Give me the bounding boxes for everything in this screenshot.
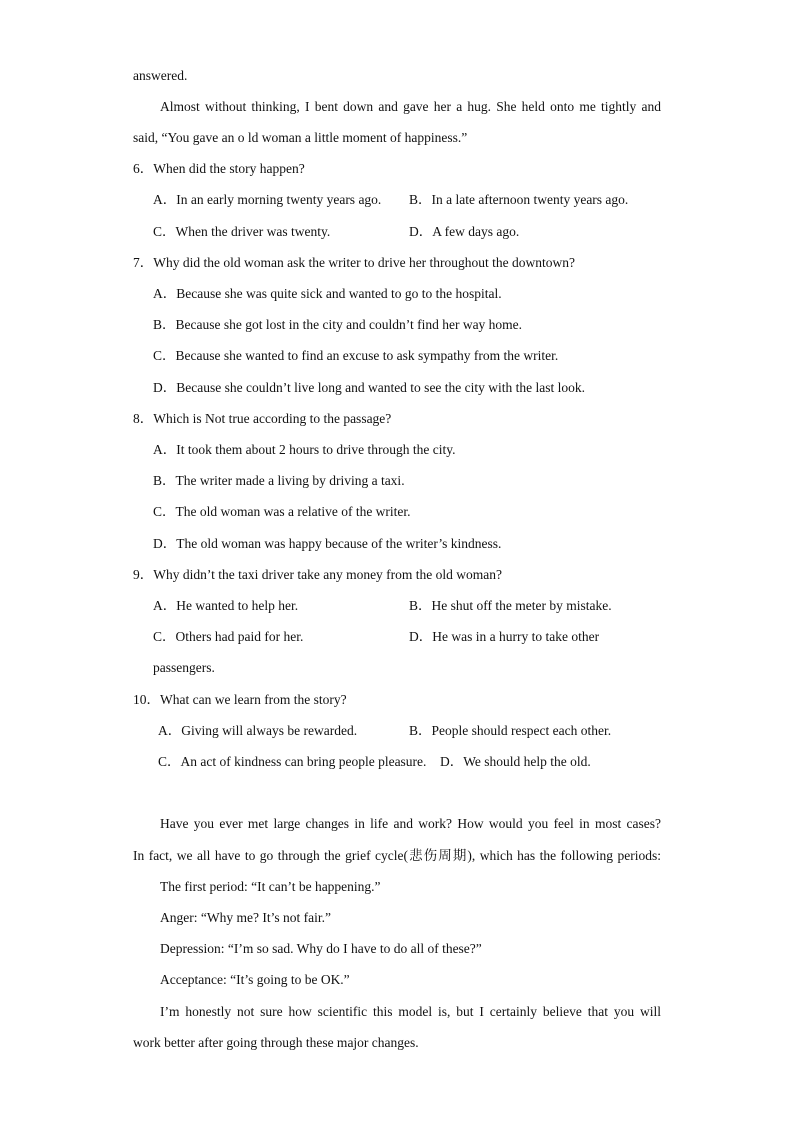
option-a: A．In an early morning twenty years ago. xyxy=(153,192,382,207)
option-a: A．It took them about 2 hours to drive through the city. xyxy=(153,442,456,457)
option-a: A．He wanted to help her. xyxy=(153,598,299,613)
option-b: B．Because she got lost in the city and couldn’t find her way home. xyxy=(153,317,523,332)
period-item: The first period: “It can’t be happening.” xyxy=(160,879,381,894)
passage-text-line: answered. xyxy=(133,68,188,83)
option-d: D．We should help the old. xyxy=(440,754,591,769)
passage-text-line: Almost without thinking, I bent down and gave her a hug. She held onto me tightly and xyxy=(160,99,661,114)
option-d: D．He was in a hurry to take other xyxy=(409,629,600,644)
option-d: D．The old woman was happy because of the writer’s kindness. xyxy=(153,536,502,551)
period-item: Depression: “I’m so sad. Why do I have to do all of these?” xyxy=(160,941,482,956)
passage-text-line: said, “You gave an o ld woman a little moment of happiness.” xyxy=(133,130,468,145)
option-a: A．Giving will always be rewarded. xyxy=(158,723,358,738)
option-c: C．Because she wanted to find an excuse to ask sympathy from the writer. xyxy=(153,348,559,363)
option-d: D．A few days ago. xyxy=(409,224,520,239)
passage-text-line: work better after going through these major changes. xyxy=(133,1035,419,1050)
question-stem: 10．What can we learn from the story? xyxy=(133,692,347,707)
passage-text-line: Have you ever met large changes in life and work? How would you feel in most cases? xyxy=(160,816,661,831)
option-b: B．The writer made a living by driving a taxi. xyxy=(153,473,405,488)
question-stem: 6．When did the story happen? xyxy=(133,161,305,176)
passage-text-line: In fact, we all have to go through the grief cycle(悲伤周期), which has the following periods: xyxy=(133,848,661,863)
option-d: D．Because she couldn’t live long and wanted to see the city with the last look. xyxy=(153,380,586,395)
period-item: Acceptance: “It’s going to be OK.” xyxy=(160,972,350,987)
question-stem: 9．Why didn’t the taxi driver take any money from the old woman? xyxy=(133,567,503,582)
question-stem: 7．Why did the old woman ask the writer to drive her throughout the downtown? xyxy=(133,255,576,270)
option-b: B．In a late afternoon twenty years ago. xyxy=(409,192,629,207)
option-c: C．An act of kindness can bring people pleasure. xyxy=(158,754,427,769)
option-c: C．When the driver was twenty. xyxy=(153,224,331,239)
period-item: Anger: “Why me? It’s not fair.” xyxy=(160,910,331,925)
option-c: C．The old woman was a relative of the writer. xyxy=(153,504,411,519)
option-d-continuation: passengers. xyxy=(153,660,215,675)
option-b: B．People should respect each other. xyxy=(409,723,612,738)
option-c: C．Others had paid for her. xyxy=(153,629,304,644)
option-a: A．Because she was quite sick and wanted to go to the hospital. xyxy=(153,286,502,301)
question-stem: 8．Which is Not true according to the passage? xyxy=(133,411,392,426)
passage-text-line: I’m honestly not sure how scientific this model is, but I certainly believe that you will xyxy=(160,1004,661,1019)
option-b: B．He shut off the meter by mistake. xyxy=(409,598,612,613)
